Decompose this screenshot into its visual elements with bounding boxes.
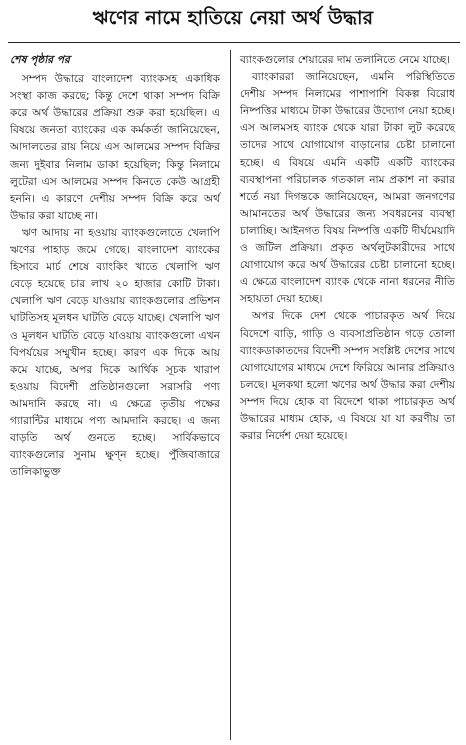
headline: ঋণের নামে হাতিয়ে নেয়া অর্থ উদ্ধার	[92, 7, 374, 29]
right-column	[240, 52, 455, 445]
column-divider	[230, 50, 231, 740]
headline-rule	[8, 42, 460, 43]
paragraph: ব্যাংকগুলোর শেয়ারের দাম তলানিতে নেমে যাচ্ছে।	[240, 54, 451, 66]
kicker: শেষ পৃষ্ঠার পর	[10, 54, 70, 66]
paragraph: অপর দিকে দেশ থেকে পাচারকৃত অর্থ দিয়ে বিদেশে বাড়ি, গাড়ি ও ব্যবসাপ্রতিষ্ঠান গড়ে তোলা ব্যাংকডাকাতদের বিদেশী সম্পদ সংশ্লিষ্ট দেশের সাথে যোগাযোগের মাধ্যমে দেশে ফিরিয়ে আনার প্রক্রিয়াও চলছে। মূলকথা হলো ঋণের অর্থ উদ্ধার করা দেশীয় সম্পদ দিয়ে হোক বা বিদেশে থাকা পাচারকৃত অর্থ উদ্ধারের মাধ্যম হোক, এ বিষয়ে যা যা করণীয় তা করার নির্দেশ দেয়া হয়েছে।	[240, 310, 455, 443]
left-column	[10, 52, 220, 481]
paragraph: ঋণ আদায় না হওয়ায় ব্যাংকগুলোতে খেলাপি ঋণের পাহাড় জমে গেছে। বাংলাদেশ ব্যাংকের হিসাবে মার্চ শেষে ব্যাংকিং খাতে খেলাপি ঋণ বেড়ে হয়েছে চার লাখ ২০ হাজার কোটি টাকা। খেলাপি ঋণ বেড়ে যাওয়ায় ব্যাংকগুলোর প্রভিশন ঘাটতিসহ মূলধন ঘাটতি বেড়ে যাচ্ছে। খেলাপি ঋণ ও মূলধন ঘাটতি বেড়ে যাওয়ায় ব্যাংকগুলো এখন বিপর্যয়ের সম্মুখীন হচ্ছে। কারণ এক দিকে আয় কমে যাচ্ছে, অপর দিকে আর্থিক সূচক খারাপ হওয়ায় বিদেশী প্রতিষ্ঠানগুলো সরাসরি পণ্য আমদানি করছে না। এ ক্ষেত্রে তৃতীয় পক্ষের গ্যারান্টির মাধ্যমে পণ্য আমদানি করছে। এ জন্য বাড়তি অর্থ গুনতে হচ্ছে। সার্বিকভাবে ব্যাংকগুলোর সুনাম ক্ষুণ্ন হচ্ছে। পুঁজিবাজারে তালিকাভুক্ত	[10, 226, 220, 479]
paragraph: সম্পদ উদ্ধারে বাংলাদেশ ব্যাংকসহ একাধিক সংস্থা কাজ করছে; কিন্তু দেশে থাকা সম্পদ বিক্রি করে অর্থ উদ্ধারের প্রক্রিয়া শুরু করা হয়েছিল। এ বিষয়ে জনতা ব্যাংকের এক কর্মকর্তা জানিয়েছেন, আদালতের রায় নিয়ে এস আলমের সম্পদ বিক্রির জন্য দুইবার নিলাম ডাকা হয়েছিল; কিন্তু নিলামে লুটেরা এস আলমের সম্পদ কিনতে কেউ আগ্রহী হননি। এ কারণে দেশীয় সম্পদ বিক্রি করে অর্থ উদ্ধার করা যাচ্ছে না।	[10, 73, 220, 222]
paragraph: ব্যাংকাররা জানিয়েছেন, এমনি পরিস্থিতিতে দেশীয় সম্পদ নিলামের পাশাপাশি বিকল্প বিরোধ নিষ্পত্তির মাধ্যমে টাকা উদ্ধারের উদ্যোগ নেয়া হচ্ছে। এস আলমসহ ব্যাংক থেকে যারা টাকা লুট করেছে তাদের সাথে যোগাযোগ বাড়ানোর চেষ্টা চালানো হচ্ছে। এ বিষয়ে এমনি একটি একটি ব্যাংকের ব্যবস্থাপনা পরিচালক গতকাল নাম প্রকাশ না করার শর্তে নয়া দিগন্তকে জানিয়েছেন, আমরা জনগণের আমানতের অর্থ উদ্ধারের জন্য সবধরনের ব্যবস্থা চালাচ্ছি। আইনগত বিষয় নিষ্পত্তি একটি দীর্ঘমেয়াদি ও জটিল প্রক্রিয়া। প্রকৃত অর্থলুটকারীদের সাথে যোগাযোগ করে অর্থ উদ্ধারের চেষ্টা চালানো হচ্ছে। এ ক্ষেত্রে বাংলাদেশ ব্যাংক থেকে নানা ধরনের নীতি সহায়তা দেয়া হচ্ছে।	[240, 71, 455, 306]
